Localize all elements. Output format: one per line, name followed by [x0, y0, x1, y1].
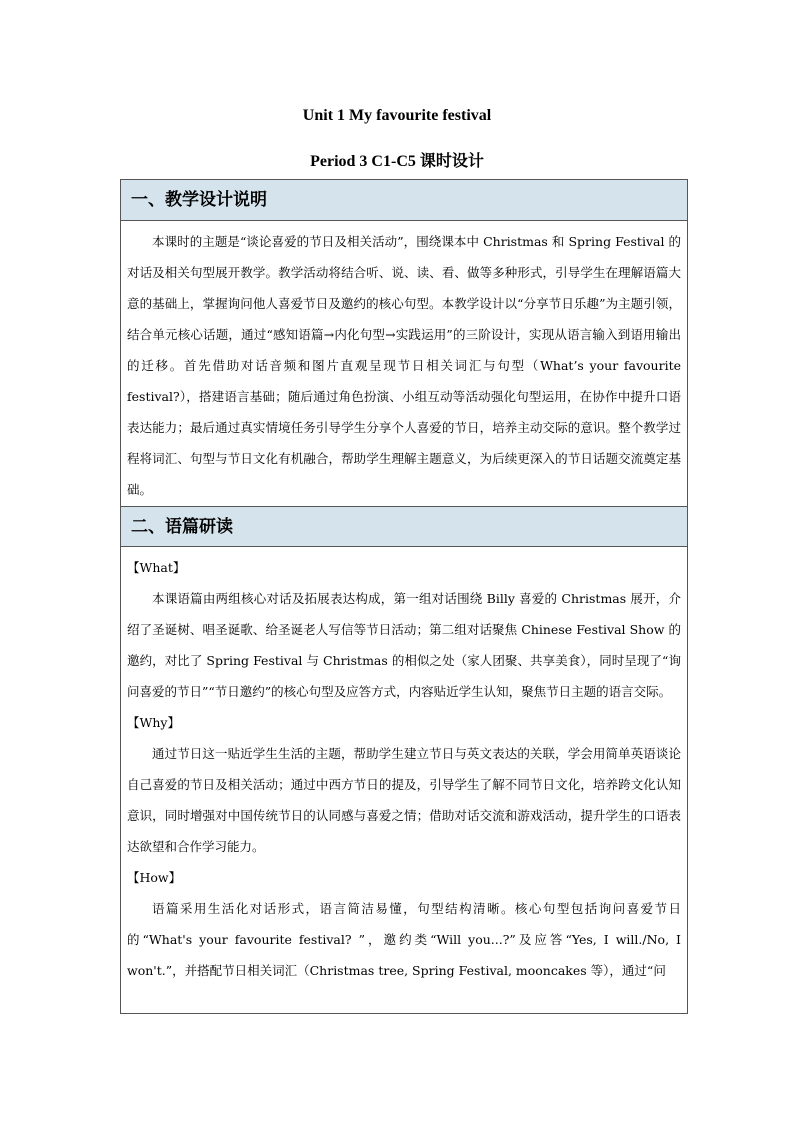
document-subtitle: Period 3 C1-C5 课时设计 [310, 153, 484, 170]
what-tag: 【What】 [127, 560, 186, 575]
section1-paragraph: 本课时的主题是“谈论喜爱的节日及相关活动”，围绕课本中 Christmas 和 Spring Festival 的对话及相关句型展开教学。教学活动将结合听、说、读、看、做等多种形式，引导学生在理解语篇大意的基础上，掌握询问他人喜爱节日及邀约的核心句型。本教学设计以“分享节日乐趣”为主题引领，结合单元核心话题，通过“感知语篇→内化句型→实践运用”的三阶设计，实现从语言输入到语用输出的迁移。首先借助对话音频和图片直观呈现节日相关词汇与句型（What’s your favourite festival?），搭建语言基础；随后通过角色扮演、小组互动等活动强化句型运用，在协作中提升口语表达能力；最后通过真实情境任务引导学生分享个人喜爱的节日，培养主动交际的意识。整个教学过程将词汇、句型与节日文化有机融合，帮助学生理解主题意义，为后续更深入的节日话题交流奠定基础。 [127, 234, 681, 497]
why-paragraph: 通过节日这一贴近学生生活的主题，帮助学生建立节日与英文表达的关联，学会用简单英语谈论自己喜爱的节日及相关活动；通过中西方节日的提及，引导学生了解不同节日文化，培养跨文化认知意识，同时增强对中国传统节日的认同感与喜爱之情；借助对话交流和游戏活动，提升学生的口语表达欲望和合作学习能力。 [127, 746, 681, 854]
how-paragraph: 语篇采用生活化对话形式，语言简洁易懂，句型结构清晰。核心句型包括询问喜爱节日的“What's your favourite festival? ”，邀约类“Will you...?”及应答“Yes, I will./No, I won't.”，并搭配节日相关词汇（Christmas tree, Spring Festival, mooncakes 等），通过“问 [127, 901, 681, 978]
why-tag: 【Why】 [127, 715, 180, 730]
document-title: Unit 1 My favourite festival [302, 107, 492, 124]
section1-heading: 一、教学设计说明 [121, 180, 687, 221]
section2-heading: 二、语篇研读 [121, 506, 687, 547]
what-paragraph: 本课语篇由两组核心对话及拓展表达构成，第一组对话围绕 Billy 喜爱的 Christmas 展开，介绍了圣诞树、唱圣诞歌、给圣诞老人写信等节日活动；第二组对话聚焦 Chinese Festival Show 的邀约，对比了 Spring Festival 与 Christmas 的相似之处（家人团聚、共享美食），同时呈现了“询问喜爱的节日”“节日邀约”的核心句型及应答方式，内容贴近学生认知，聚焦节日主题的语言交际。 [127, 591, 681, 699]
section1-body [121, 221, 687, 506]
section2-body [121, 547, 687, 992]
how-tag: 【How】 [127, 870, 182, 885]
lesson-design-table [120, 179, 688, 1014]
